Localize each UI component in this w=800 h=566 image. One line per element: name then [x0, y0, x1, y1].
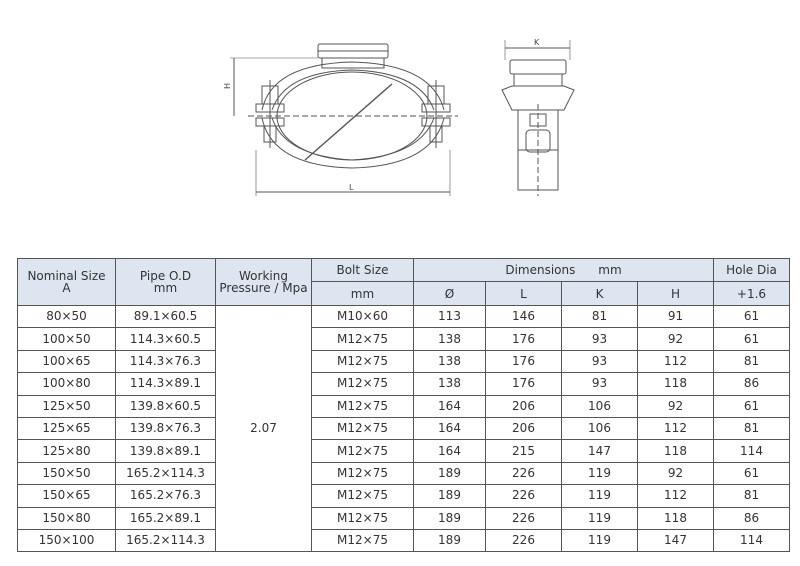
cell-pipe-od: 139.8×76.3 [116, 417, 216, 439]
cell-bolt-size: M12×75 [312, 507, 414, 529]
cell-dim-h: 118 [638, 507, 714, 529]
h-dimension-label: H [223, 82, 232, 89]
cell-dim-k: 93 [562, 373, 638, 395]
cell-nominal-size: 125×65 [18, 417, 116, 439]
header-dim-h: H [638, 282, 714, 306]
header-working-pressure: Working Pressure / Mpa [216, 259, 312, 306]
cell-dim-l: 226 [486, 485, 562, 507]
cell-hole-dia: 86 [714, 507, 790, 529]
k-dimension-label: K [534, 38, 540, 47]
cell-nominal-size: 150×50 [18, 462, 116, 484]
cell-dim-diameter: 138 [414, 350, 486, 372]
header-bolt-unit: mm [312, 282, 414, 306]
cell-pipe-od: 114.3×76.3 [116, 350, 216, 372]
cell-bolt-size: M12×75 [312, 373, 414, 395]
cell-hole-dia: 86 [714, 373, 790, 395]
cell-hole-dia: 81 [714, 350, 790, 372]
cell-bolt-size: M12×75 [312, 485, 414, 507]
cell-pipe-od: 165.2×89.1 [116, 507, 216, 529]
cell-dim-k: 119 [562, 507, 638, 529]
cell-dim-l: 176 [486, 373, 562, 395]
table-row [18, 395, 790, 417]
header-pipe-od: Pipe O.D mm [116, 259, 216, 306]
cell-bolt-size: M12×75 [312, 350, 414, 372]
header-dim-l: L [486, 282, 562, 306]
cell-dim-diameter: 164 [414, 417, 486, 439]
table-row [18, 350, 790, 372]
table-row [18, 462, 790, 484]
cell-hole-dia: 61 [714, 306, 790, 328]
cell-bolt-size: M10×60 [312, 306, 414, 328]
cell-hole-dia: 61 [714, 462, 790, 484]
table-row [18, 507, 790, 529]
header-hole-tolerance: +1.6 [714, 282, 790, 306]
cell-pipe-od: 165.2×76.3 [116, 485, 216, 507]
table-row [18, 373, 790, 395]
table-row [18, 440, 790, 462]
table-row [18, 328, 790, 350]
cell-dim-diameter: 189 [414, 529, 486, 551]
table-row [18, 417, 790, 439]
cell-dim-diameter: 138 [414, 328, 486, 350]
cell-dim-k: 106 [562, 395, 638, 417]
cell-pipe-od: 114.3×60.5 [116, 328, 216, 350]
cell-dim-h: 91 [638, 306, 714, 328]
cell-bolt-size: M12×75 [312, 417, 414, 439]
cell-nominal-size: 80×50 [18, 306, 116, 328]
cell-bolt-size: M12×75 [312, 395, 414, 417]
specification-table [17, 258, 790, 552]
cell-dim-diameter: 164 [414, 395, 486, 417]
header-nominal-size: Nominal Size A [18, 259, 116, 306]
cell-dim-l: 146 [486, 306, 562, 328]
front-view [230, 44, 458, 196]
cell-dim-k: 119 [562, 485, 638, 507]
cell-nominal-size: 150×80 [18, 507, 116, 529]
cell-bolt-size: M12×75 [312, 440, 414, 462]
cell-dim-diameter: 164 [414, 440, 486, 462]
cell-dim-l: 226 [486, 529, 562, 551]
cell-dim-k: 81 [562, 306, 638, 328]
cell-dim-k: 119 [562, 529, 638, 551]
cell-dim-h: 92 [638, 462, 714, 484]
cell-dim-h: 92 [638, 395, 714, 417]
cell-pipe-od: 139.8×89.1 [116, 440, 216, 462]
cell-nominal-size: 125×80 [18, 440, 116, 462]
cell-dim-h: 147 [638, 529, 714, 551]
cell-dim-diameter: 189 [414, 507, 486, 529]
cell-dim-l: 206 [486, 417, 562, 439]
cell-dim-k: 93 [562, 350, 638, 372]
cell-dim-h: 112 [638, 417, 714, 439]
technical-drawing [0, 0, 800, 210]
cell-bolt-size: M12×75 [312, 328, 414, 350]
cell-dim-diameter: 138 [414, 373, 486, 395]
table-row [18, 485, 790, 507]
cell-dim-k: 93 [562, 328, 638, 350]
cell-hole-dia: 81 [714, 417, 790, 439]
cell-hole-dia: 114 [714, 440, 790, 462]
header-hole-dia: Hole Dia [714, 259, 790, 282]
cell-dim-diameter: 113 [414, 306, 486, 328]
cell-dim-k: 147 [562, 440, 638, 462]
table-row [18, 306, 790, 328]
cell-dim-h: 118 [638, 440, 714, 462]
cell-dim-h: 112 [638, 350, 714, 372]
cell-dim-l: 206 [486, 395, 562, 417]
cell-dim-l: 226 [486, 507, 562, 529]
cell-pipe-od: 165.2×114.3 [116, 529, 216, 551]
cell-nominal-size: 150×100 [18, 529, 116, 551]
cell-dim-l: 176 [486, 328, 562, 350]
cell-dim-k: 106 [562, 417, 638, 439]
cell-dim-h: 118 [638, 373, 714, 395]
cell-dim-k: 119 [562, 462, 638, 484]
cell-bolt-size: M12×75 [312, 529, 414, 551]
header-bolt-size: Bolt Size [312, 259, 414, 282]
side-view [502, 40, 574, 196]
cell-pipe-od: 139.8×60.5 [116, 395, 216, 417]
cell-hole-dia: 81 [714, 485, 790, 507]
table-row [18, 529, 790, 551]
cell-hole-dia: 61 [714, 395, 790, 417]
cell-nominal-size: 125×50 [18, 395, 116, 417]
cell-working-pressure: 2.07 [216, 306, 312, 552]
cell-hole-dia: 114 [714, 529, 790, 551]
header-dim-k: K [562, 282, 638, 306]
cell-dim-l: 215 [486, 440, 562, 462]
table-body [18, 306, 790, 552]
cell-dim-diameter: 189 [414, 462, 486, 484]
cell-nominal-size: 100×50 [18, 328, 116, 350]
cell-dim-h: 112 [638, 485, 714, 507]
cell-nominal-size: 100×65 [18, 350, 116, 372]
cell-hole-dia: 61 [714, 328, 790, 350]
cell-dim-l: 226 [486, 462, 562, 484]
cell-nominal-size: 100×80 [18, 373, 116, 395]
cell-pipe-od: 89.1×60.5 [116, 306, 216, 328]
cell-bolt-size: M12×75 [312, 462, 414, 484]
header-dimensions: Dimensions mm [414, 259, 714, 282]
cell-pipe-od: 165.2×114.3 [116, 462, 216, 484]
cell-nominal-size: 150×65 [18, 485, 116, 507]
l-dimension-label: L [349, 183, 354, 192]
header-dim-diameter: Ø [414, 282, 486, 306]
cell-dim-l: 176 [486, 350, 562, 372]
cell-dim-diameter: 189 [414, 485, 486, 507]
cell-pipe-od: 114.3×89.1 [116, 373, 216, 395]
cell-dim-h: 92 [638, 328, 714, 350]
